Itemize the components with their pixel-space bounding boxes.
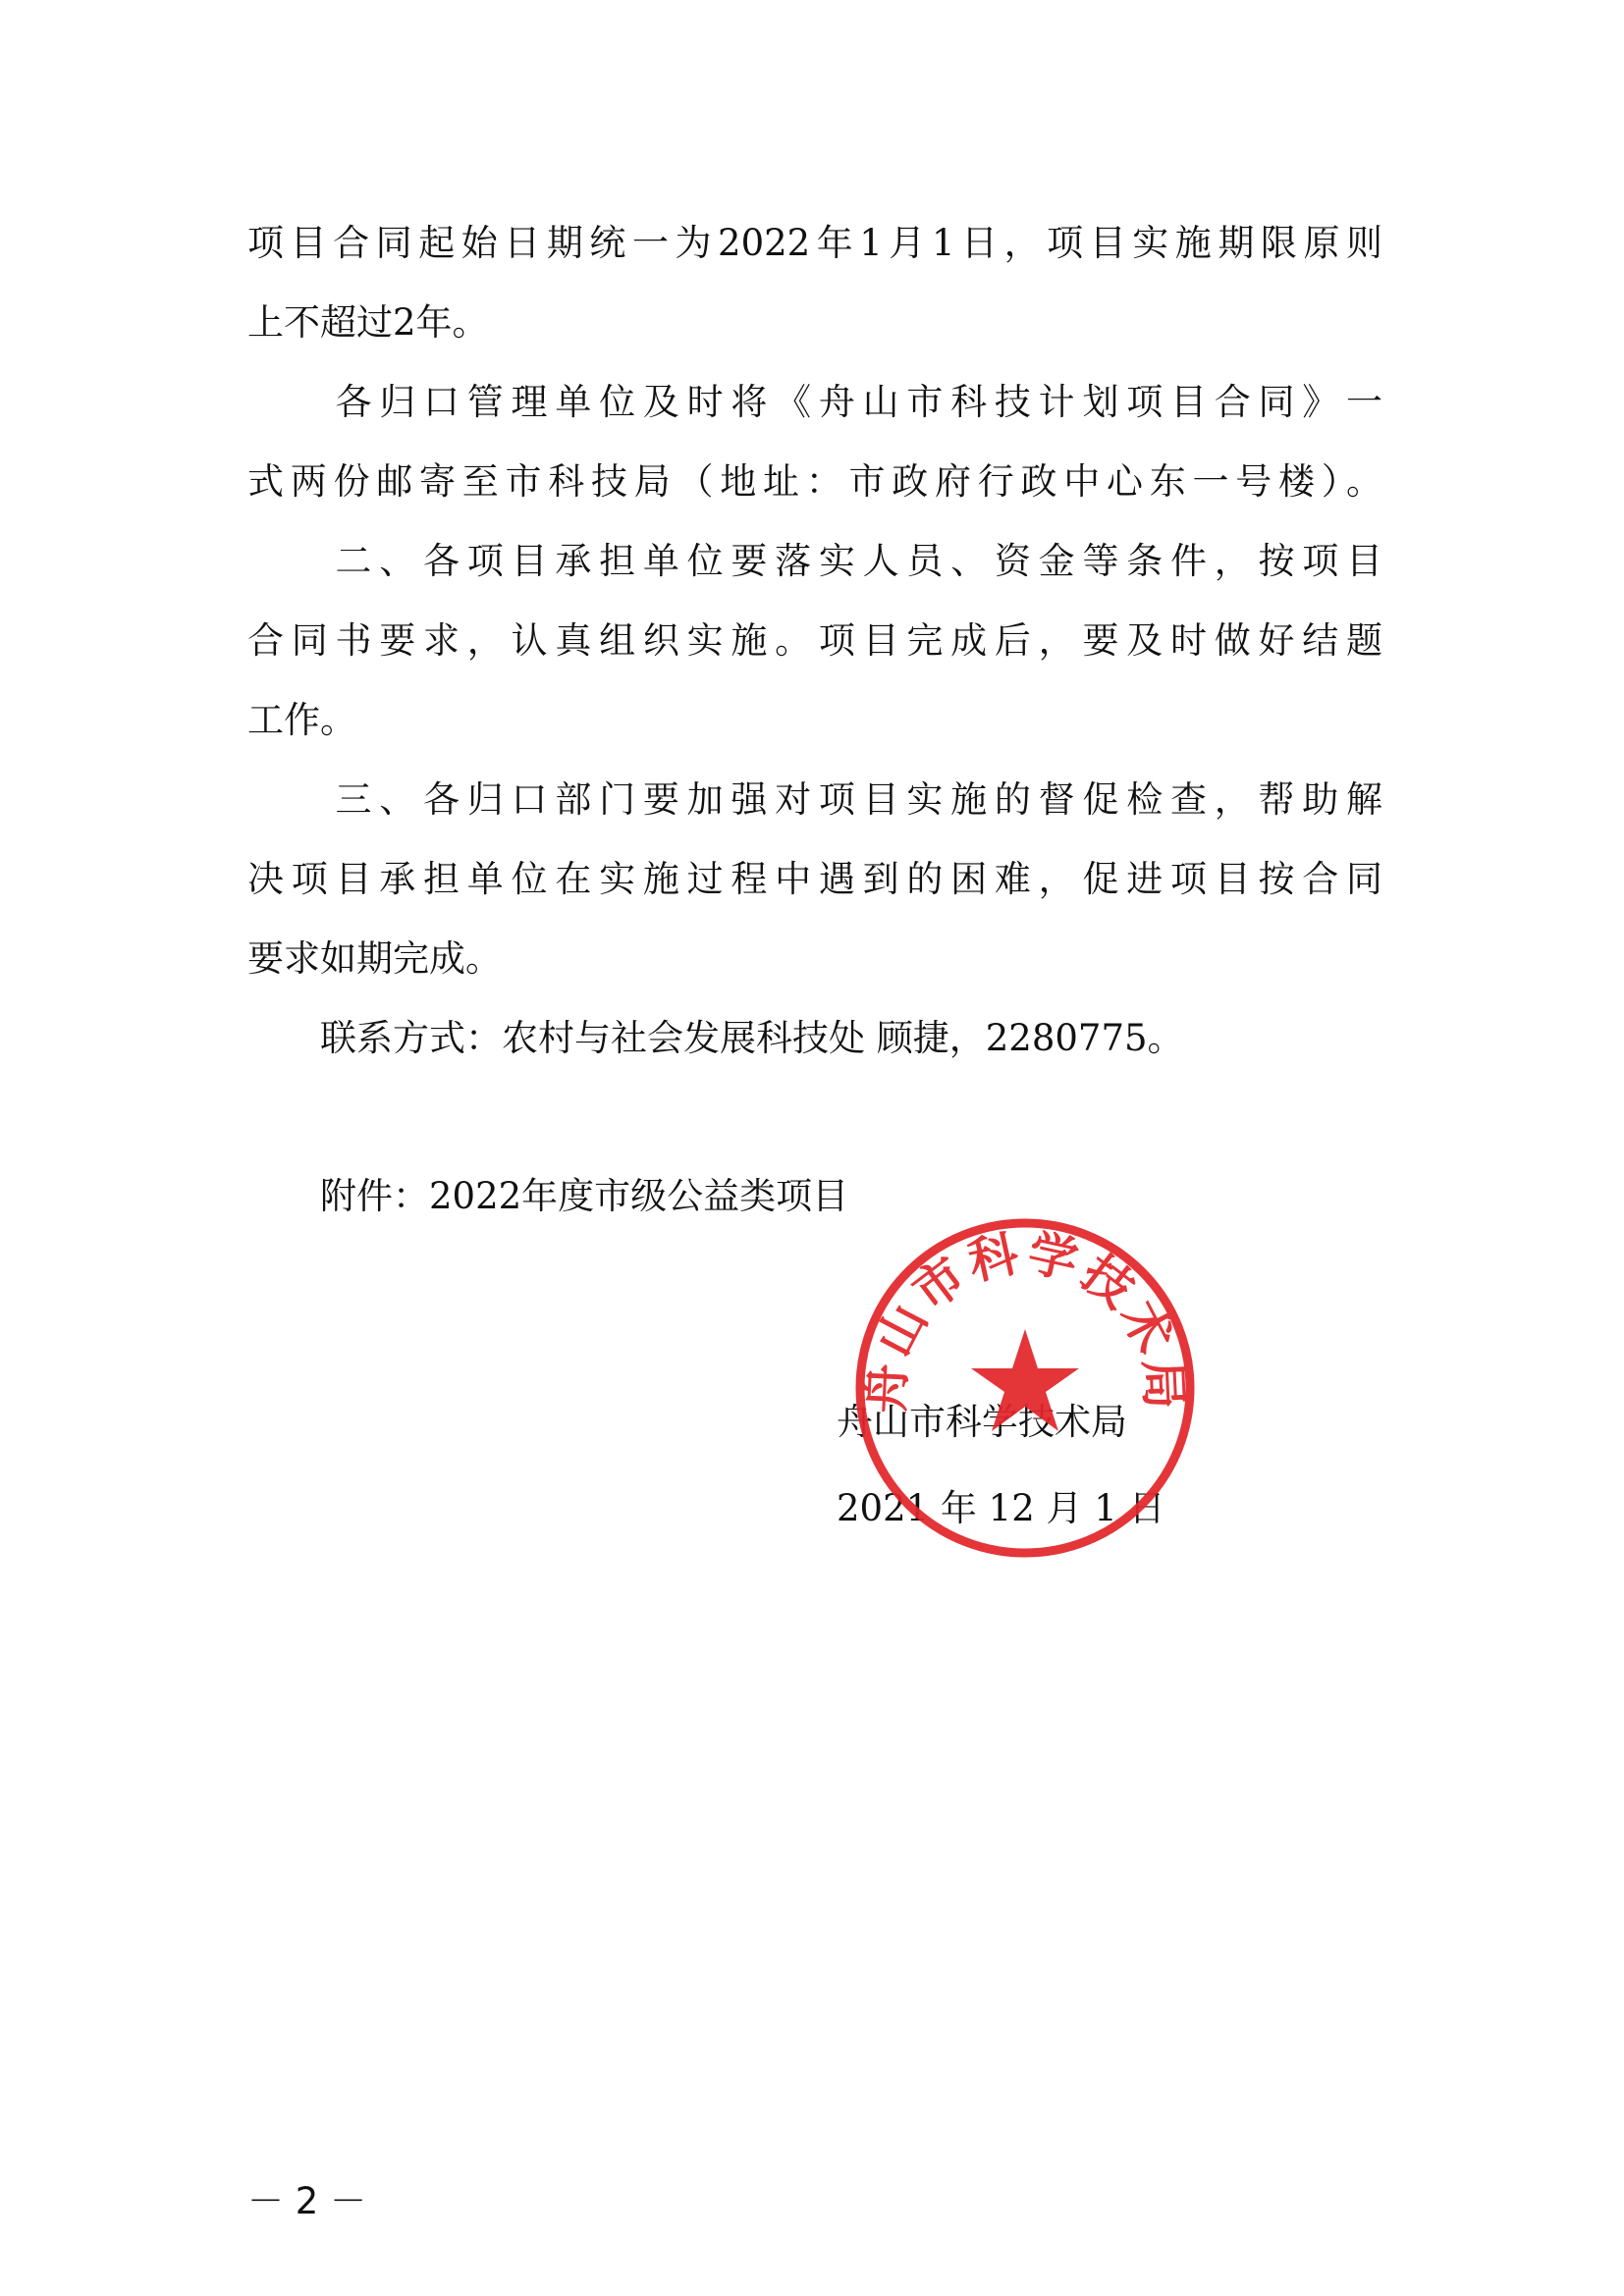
signature-org: 舟山市科学技术局 bbox=[837, 1401, 1127, 1443]
seal-star-icon bbox=[971, 1329, 1079, 1431]
signature-date: 2021 年 12 月 1 日 bbox=[837, 1487, 1165, 1529]
contact-line: 联系方式：农村与社会发展科技处 顾捷，2280775。 bbox=[247, 1017, 1184, 1059]
body-line: 项目合同起始日期统一为2022年1月1日，项目实施期限原则 bbox=[247, 222, 1382, 264]
body-line: 上不超过2年。 bbox=[247, 301, 489, 344]
body-line: 决项目承担单位在实施过程中遇到的困难，促进项目按合同 bbox=[247, 858, 1382, 900]
official-seal bbox=[850, 1213, 1200, 1563]
body-line: 二、各项目承担单位要落实人员、资金等条件，按项目 bbox=[247, 540, 1382, 582]
body-line: 要求如期完成。 bbox=[247, 937, 502, 980]
body-line: 三、各归口部门要加强对项目实施的督促检查，帮助解 bbox=[247, 778, 1382, 821]
body-line: 各归口管理单位及时将《舟山市科技计划项目合同》一 bbox=[247, 381, 1382, 423]
attachment-line: 附件：2022年度市级公益类项目 bbox=[247, 1175, 849, 1217]
seal-text: 舟山市科学技术局 bbox=[855, 1222, 1195, 1415]
body-line: 合同书要求，认真组织实施。项目完成后，要及时做好结题 bbox=[247, 619, 1382, 662]
body-line: 工作。 bbox=[247, 699, 356, 741]
body-line: 式两份邮寄至市科技局（地址：市政府行政中心东一号楼）。 bbox=[247, 460, 1382, 503]
page-number: － 2 － bbox=[247, 2180, 367, 2222]
